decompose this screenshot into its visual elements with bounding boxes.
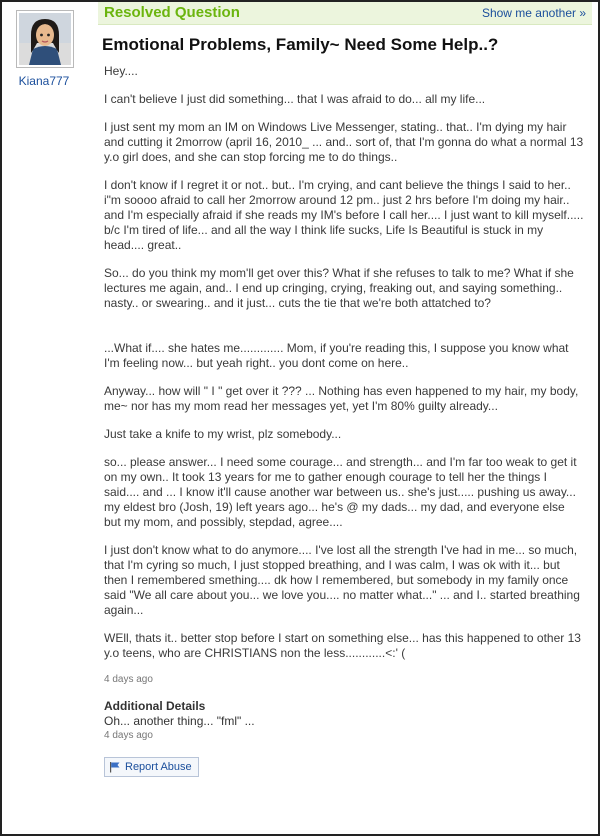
question-paragraph: Just take a knife to my wrist, plz somebody... [104, 427, 342, 441]
flag-icon [109, 761, 121, 773]
additional-details-timestamp: 4 days ago [104, 730, 153, 741]
question-paragraph: I can't believe I just did something... that I was afraid to do... all my life... [104, 92, 486, 106]
additional-details-heading: Additional Details [104, 699, 206, 713]
question-paragraph: I just sent my mom an IM on Windows Live Messenger, stating.. that.. I'm dying my hair and cutting it 2morrow (april 16, 2010_ ... and.. sort of, that I'm gonna do what a normal 13 y.o girl does, and she can stop forcing me to do things.. [104, 120, 587, 164]
question-paragraph: So... do you think my mom'll get over this? What if she refuses to talk to me? What if she lectures me again, and.. I end up cringing, crying, freaking out, and saying something.. nasty.. or swearing.. and it just... cuts the tie that we're both attatched to? [104, 266, 578, 310]
report-abuse-button[interactable] [104, 757, 199, 777]
question-body [104, 64, 587, 661]
show-another-link[interactable]: Show me another » [481, 6, 586, 20]
question-header-bar [98, 2, 592, 25]
resolved-status-label: Resolved Question [104, 4, 240, 21]
question-paragraph: so... please answer... I need some courage... and strength... and I'm far too weak to get it on my own.. It took 13 years for me to gather enough courage to tell her the things I said.... and ... I know it'll cause another war between us.. she's just..... pushing us away... my eldest bro (Josh, 19) left years ago... he's @ my dads... my dad, and everyone else but my mom, and possibly, stepdad, agree.... [104, 455, 580, 529]
question-paragraph: I don't know if I regret it or not.. but.. I'm crying, and cant believe the things I said to her.. i"m soooo afraid to call her 2morrow around 12 pm.. just 2 hrs before I'm doing my hair.. and I'm especially afraid if she reads my IM's before I call her.... I just want to kill myself..... b/c I'm tired of life... and all the way I think life sucks, Life Is Beautiful is stuck in my head.... great.. [104, 178, 587, 252]
question-title: Emotional Problems, Family~ Need Some Help..? [102, 35, 499, 54]
question-paragraph: ...What if.... she hates me............. Mom, if you're reading this, I suppose you know what I'm feeling now... but yeah right.. you dont come on here.. [104, 341, 572, 370]
additional-details-text: Oh... another thing... "fml" ... [104, 714, 255, 728]
question-timestamp: 4 days ago [104, 674, 153, 685]
question-main [98, 2, 592, 778]
asker-username-link[interactable]: Kiana777 [18, 74, 70, 88]
question-paragraph: WEll, thats it.. better stop before I start on something else... has this happened to other 13 y.o teens, who are CHRISTIANS non the less............<:' ( [104, 631, 585, 660]
question-paragraph: Hey.... [104, 64, 138, 78]
question-paragraph: I just don't know what to do anymore.... I've lost all the strength I've had in me... so much, that I'm cyring so much, I just stopped breathing, and I was calm, I was ok with it... but then I remembered smething.... dk how I remembered, but somebody in my family once said "We all care about you... we love you.... no matter what..." ... and I.. started breathing again... [104, 543, 584, 617]
asker-column [10, 10, 90, 88]
avatar[interactable] [16, 10, 74, 68]
report-abuse-label: Report Abuse [125, 761, 192, 773]
question-paragraph: Anyway... how will " I " get over it ??? ... Nothing has even happened to my hair, my body, me~ nor has my mom read her messages yet, yet I'm 80% guilty already... [104, 384, 582, 413]
